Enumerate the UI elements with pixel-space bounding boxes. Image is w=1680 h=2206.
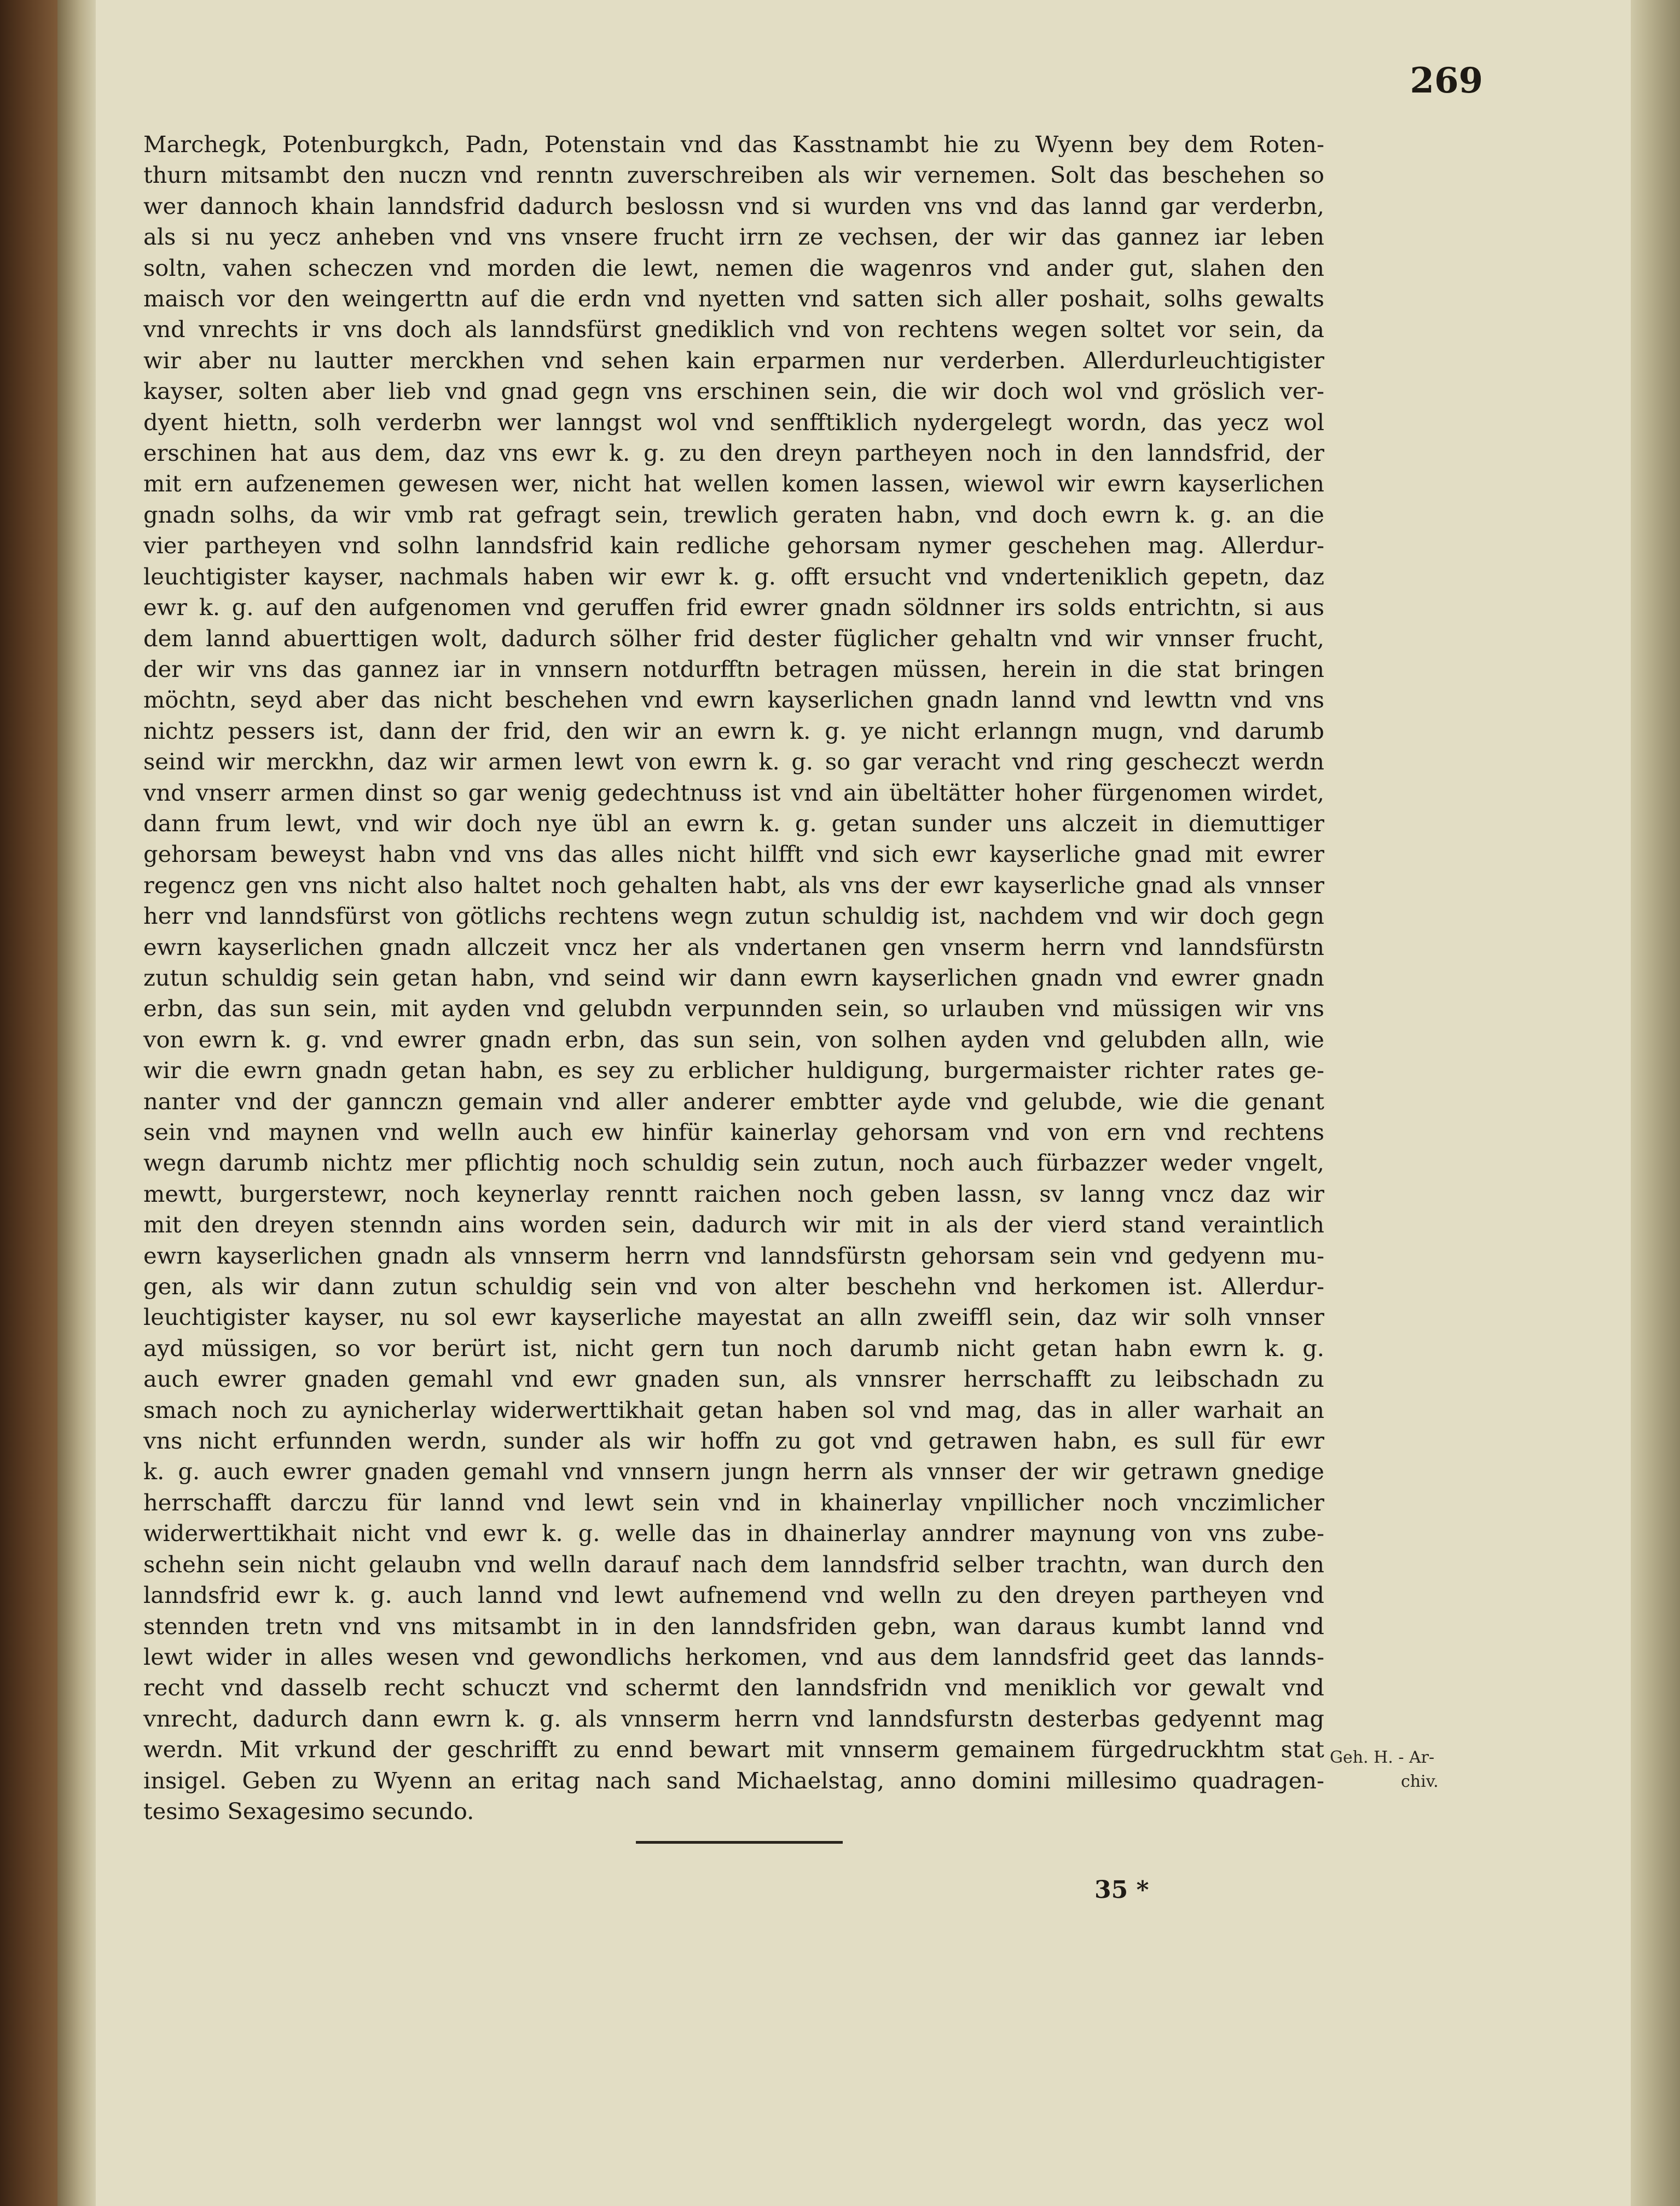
text-line: wer dannoch khain lanndsfrid dadurch beslossn vnd si wurden vns vnd das lannd gar verderbn, <box>143 192 1324 219</box>
text-line: ewr k. g. auf den aufgenomen vnd geruffen frid ewrer gnadn söldnner irs solds entrichtn, si aus <box>143 594 1324 621</box>
text-line: smach noch zu aynicherlay widerwerttikhait getan haben sol vnd mag, das in aller warhait an <box>143 1396 1324 1423</box>
document-body-text <box>143 129 1324 1827</box>
page-number: 269 <box>1410 60 1483 101</box>
text-line: werdn. Mit vrkund der geschrifft zu ennd bewart mit vnnserm gemainem fürgedruckhtm stat <box>143 1736 1324 1763</box>
text-line: mewtt, burgerstewr, noch keynerlay renntt raichen noch geben lassn, sv lanng vncz daz wir <box>143 1180 1324 1207</box>
text-line: Marchegk, Potenburgkch, Padn, Potenstain vnd das Kasstnambt hie zu Wyenn bey dem Roten- <box>143 131 1324 158</box>
text-line: kayser, solten aber lieb vnd gnad gegn vns erschinen sein, die wir doch wol vnd gröslich ver- <box>143 378 1324 405</box>
text-line: vnd vnrechts ir vns doch als lanndsfürst gnediklich vnd von rechtens wegen soltet vor sein, da <box>143 316 1324 343</box>
text-line: k. g. auch ewrer gnaden gemahl vnd vnnsern jungn herrn als vnnser der wir getrawn gnedige <box>143 1458 1324 1485</box>
text-line: recht vnd dasselb recht schuczt vnd schermt den lanndsfridn vnd meniklich vor gewalt vnd <box>143 1674 1324 1701</box>
text-line: dann frum lewt, vnd wir doch nye übl an ewrn k. g. getan sunder uns alczeit in diemuttiger <box>143 809 1324 837</box>
text-line: ayd müssigen, so vor berürt ist, nicht gern tun noch darumb nicht getan habn ewrn k. g. <box>143 1334 1324 1362</box>
text-line: leuchtigister kayser, nachmals haben wir ewr k. g. offt ersucht vnd vnderteniklich gepetn, daz <box>143 563 1324 590</box>
page-gutter <box>57 0 96 2206</box>
text-line: ewrn kayserlichen gnadn allczeit vncz her als vndertanen gen vnserm herrn vnd lanndsfürstn <box>143 933 1324 960</box>
text-line: als si nu yecz anheben vnd vns vnsere frucht irrn ze vechsen, der wir das gannez iar leben <box>143 223 1324 251</box>
text-line: sein vnd maynen vnd welln auch ew hinfür kainerlay gehorsam vnd von ern vnd rechtens <box>143 1119 1324 1145</box>
text-line: vnd vnserr armen dinst so gar wenig gedechtnuss ist vnd ain übeltätter hoher fürgenomen wirdet, <box>143 779 1324 806</box>
text-line: thurn mitsambt den nuczn vnd renntn zuverschreiben als wir vernemen. Solt das beschehen so <box>143 161 1324 189</box>
text-line: tesimo Sexagesimo secundo. <box>143 1797 474 1825</box>
text-line: erbn, das sun sein, mit ayden vnd gelubdn verpunnden sein, so urlauben vnd müssigen wir vns <box>143 995 1324 1022</box>
end-rule <box>636 1841 843 1844</box>
text-line: maisch vor den weingerttn auf die erdn vnd nyetten vnd satten sich aller poshait, solhs gewalts <box>143 285 1324 312</box>
text-line: vns nicht erfunnden werdn, sunder als wir hoffn zu got vnd getrawen habn, es sull für ewr <box>143 1427 1324 1455</box>
text-line: soltn, vahen scheczen vnd morden die lewt, nemen die wagenros vnd ander gut, slahen den <box>143 254 1324 281</box>
text-line: wir aber nu lautter merckhen vnd sehen kain erparmen nur verderben. Allerdurleuchtigister <box>143 346 1324 374</box>
text-line: nichtz pessers ist, dann der frid, den wir an ewrn k. g. ye nicht erlanngn mugn, vnd darumb <box>143 717 1324 744</box>
text-line: von ewrn k. g. vnd ewrer gnadn erbn, das sun sein, von solhen ayden vnd gelubden alln, wie <box>143 1026 1324 1053</box>
text-line: auch ewrer gnaden gemahl vnd ewr gnaden sun, als vnnsrer herrschafft zu leibschadn zu <box>143 1365 1324 1393</box>
page-edge <box>1631 0 1680 2206</box>
text-line: insigel. Geben zu Wyenn an eritag nach sand Michaelstag, anno domini millesimo quadragen- <box>143 1767 1324 1794</box>
text-line: widerwerttikhait nicht vnd ewr k. g. welle das in dhainerlay anndrer maynung von vns zube- <box>143 1520 1324 1547</box>
text-line: gehorsam beweyst habn vnd vns das alles nicht hilfft vnd sich ewr kayserliche gnad mit ewrer <box>143 841 1324 868</box>
text-line: herr vnd lanndsfürst von götlichs rechtens wegn zutun schuldig ist, nachdem vnd wir doch gegn <box>143 902 1324 930</box>
text-line: dem lannd abuerttigen wolt, dadurch sölher frid dester füglicher gehaltn vnd wir vnnser frucht, <box>143 624 1324 652</box>
source-note-line-1: Geh. H. - Ar- <box>1330 1748 1435 1767</box>
text-line: ewrn kayserlichen gnadn als vnnserm herrn vnd lanndsfürstn gehorsam sein vnd gedyenn mu- <box>143 1242 1324 1269</box>
printer-signature-mark: 35 * <box>1094 1876 1149 1904</box>
text-line: der wir vns das gannez iar in vnnsern notdurfftn betragen müssen, herein in die stat bringen <box>143 655 1324 682</box>
text-line: gnadn solhs, da wir vmb rat gefragt sein, trewlich geraten habn, vnd doch ewrn k. g. an die <box>143 501 1324 528</box>
text-line: nanter vnd der gannczn gemain vnd aller anderer embtter ayde vnd gelubde, wie die genant <box>143 1087 1324 1115</box>
text-line: lanndsfrid ewr k. g. auch lannd vnd lewt aufnemend vnd welln zu den dreyen partheyen vnd <box>143 1582 1324 1609</box>
text-line: mit ern aufzenemen gewesen wer, nicht hat wellen komen lassen, wiewol wir ewrn kayserlichen <box>143 470 1324 497</box>
text-line: schehn sein nicht gelaubn vnd welln darauf nach dem lanndsfrid selber trachtn, wan durch den <box>143 1550 1324 1578</box>
text-line: vier partheyen vnd solhn lanndsfrid kain redliche gehorsam nymer geschehen mag. Allerdur- <box>143 532 1324 559</box>
text-line: erschinen hat aus dem, daz vns ewr k. g. zu den dreyn partheyen noch in den lanndsfrid, der <box>143 439 1324 467</box>
source-note-line-2: chiv. <box>1401 1772 1439 1791</box>
text-line: gen, als wir dann zutun schuldig sein vnd von alter beschehn vnd herkomen ist. Allerdur- <box>143 1273 1324 1300</box>
archive-source-note <box>1330 1746 1494 1794</box>
text-line: zutun schuldig sein getan habn, vnd seind wir dann ewrn kayserlichen gnadn vnd ewrer gnadn <box>143 964 1324 991</box>
text-line: regencz gen vns nicht also haltet noch gehalten habt, als vns der ewr kayserliche gnad als vnnser <box>143 871 1324 899</box>
text-line: vnrecht, dadurch dann ewrn k. g. als vnnserm herrn vnd lanndsfurstn desterbas gedyennt mag <box>143 1705 1324 1732</box>
text-line: lewt wider in alles wesen vnd gewondlichs herkomen, vnd aus dem lanndsfrid geet das lannds- <box>143 1643 1324 1670</box>
text-line: möchtn, seyd aber das nicht beschehen vnd ewrn kayserlichen gnadn lannd vnd lewttn vnd vns <box>143 686 1324 714</box>
text-line: dyent hiettn, solh verderbn wer lanngst wol vnd senfftiklich nydergelegt wordn, das yecz wol <box>143 408 1324 436</box>
text-line: wir die ewrn gnadn getan habn, es sey zu erblicher huldigung, burgermaister richter rates ge- <box>143 1057 1324 1084</box>
text-line: wegn darumb nichtz mer pflichtig noch schuldig sein zutun, noch auch fürbazzer weder vngelt, <box>143 1149 1324 1177</box>
text-line: seind wir merckhn, daz wir armen lewt von ewrn k. g. so gar veracht vnd ring gescheczt werdn <box>143 748 1324 775</box>
text-line: mit den dreyen stenndn ains worden sein, dadurch wir mit in als der vierd stand veraintlich <box>143 1211 1324 1238</box>
book-binding <box>0 0 57 2206</box>
text-line: herrschafft darczu für lannd vnd lewt sein vnd in khainerlay vnpillicher noch vnczimlicher <box>143 1489 1324 1516</box>
text-line: stennden tretn vnd vns mitsambt in in den lanndsfriden gebn, wan daraus kumbt lannd vnd <box>143 1612 1324 1640</box>
text-line: leuchtigister kayser, nu sol ewr kayserliche mayestat an alln zweiffl sein, daz wir solh vnnser <box>143 1304 1324 1331</box>
